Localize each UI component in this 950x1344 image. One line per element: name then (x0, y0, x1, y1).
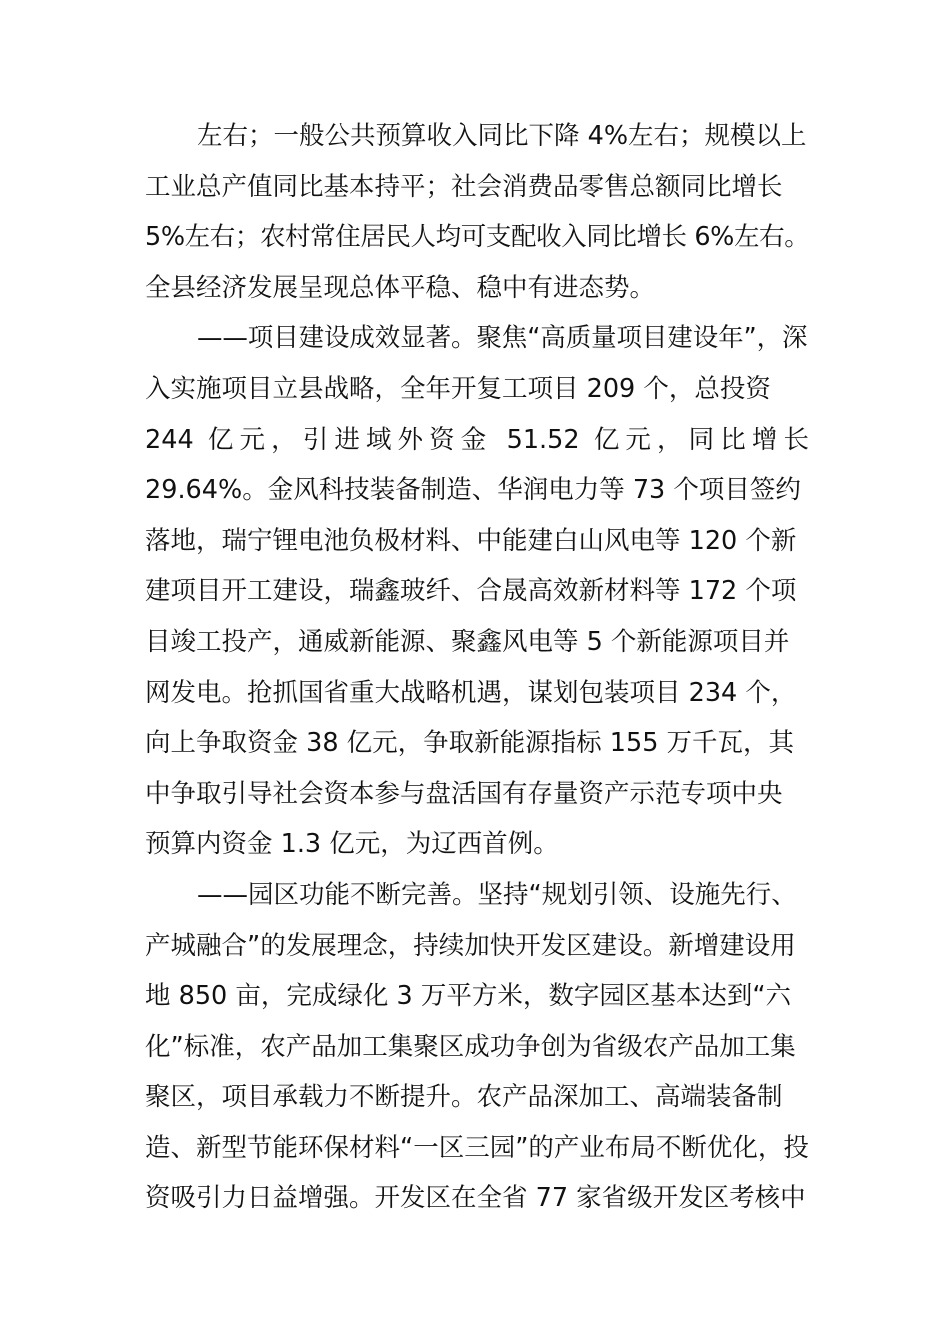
text-line: 目竣工投产，通威新能源、聚鑫风电等 5 个新能源项目并 (145, 626, 790, 657)
text-line: 29.64%。金风科技装备制造、华润电力等 73 个项目签约 (145, 475, 801, 506)
text-line: 落地，瑞宁锂电池负极材料、中能建白山风电等 120 个新 (145, 525, 797, 556)
text-line: 化”标准，农产品加工集聚区成功争创为省级农产品加工集 (145, 1031, 796, 1062)
text-line: 产城融合”的发展理念，持续加快开发区建设。新增建设用 (145, 930, 796, 961)
text-line: 中争取引导社会资本参与盘活国有存量资产示范专项中央 (145, 778, 783, 809)
text-line: 入实施项目立县战略，全年开复工项目 209 个，总投资 (145, 373, 771, 404)
text-line: 网发电。抢抓国省重大战略机遇，谋划包装项目 234 个， (145, 677, 797, 708)
text-line: 建项目开工建设，瑞鑫玻纤、合晟高效新材料等 172 个项 (145, 576, 797, 607)
text-line: 造、新型节能环保材料“一区三园”的产业布局不断优化，投 (145, 1132, 809, 1163)
text-line: 左右；一般公共预算收入同比下降 4%左右；规模以上 (197, 121, 807, 151)
text-line: 5%左右；农村常住居民人均可支配收入同比增长 6%左右。 (145, 222, 810, 253)
text-line: 244 亿元，引进域外资金 51.52 亿元，同比增长 (145, 424, 809, 455)
body-text (145, 111, 809, 1224)
paragraph-start-line: ——项目建设成效显著。聚焦“高质量项目建设年”，深 (197, 323, 808, 354)
text-line: 资吸引力日益增强。开发区在全省 77 家省级开发区考核中 (145, 1183, 806, 1214)
text-line: 全县经济发展呈现总体平稳、稳中有进态势。 (145, 272, 656, 303)
paragraph-start-line: ——园区功能不断完善。坚持“规划引领、设施先行、 (197, 879, 797, 910)
text-line: 聚区，项目承载力不断提升。农产品深加工、高端装备制 (145, 1082, 783, 1113)
text-line: 预算内资金 1.3 亿元，为辽西首例。 (145, 829, 559, 860)
text-line: 工业总产值同比基本持平；社会消费品零售总额同比增长 (145, 171, 783, 202)
text-line: 向上争取资金 38 亿元，争取新能源指标 155 万千瓦，其 (145, 728, 795, 759)
text-line: 地 850 亩，完成绿化 3 万平方米，数字园区基本达到“六 (145, 981, 792, 1012)
